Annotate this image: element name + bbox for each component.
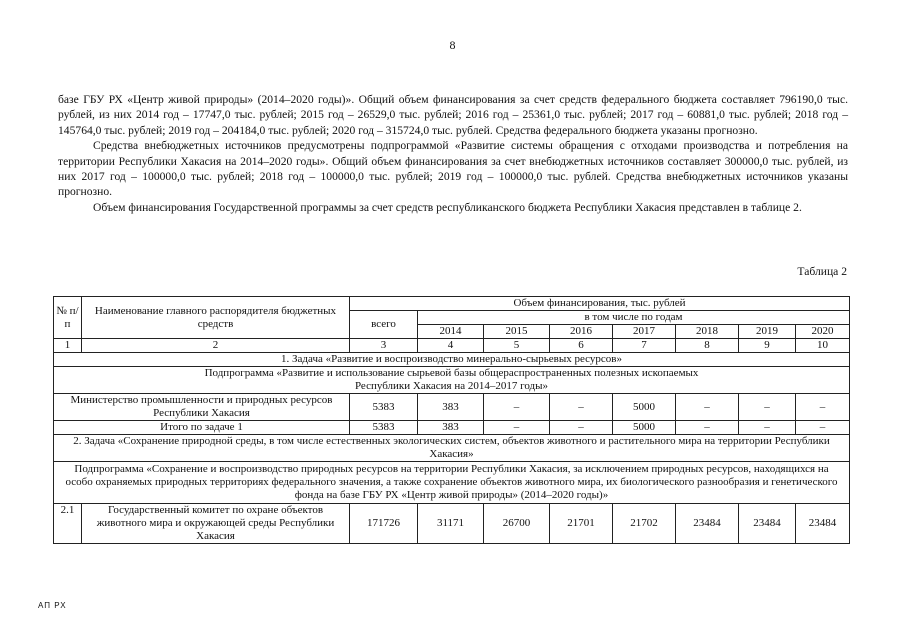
- row-value: 26700: [484, 504, 550, 544]
- row-value: –: [484, 394, 550, 421]
- column-number: 6: [550, 339, 613, 353]
- row-value: –: [796, 421, 850, 435]
- row-name: Государственный комитет по охране объектов животного мира и окружающей среды Республики Хакасия: [82, 504, 350, 544]
- subprogram-row: [54, 367, 850, 394]
- row-value: –: [676, 394, 739, 421]
- header-year: 2018: [676, 325, 739, 339]
- task-1-title: 1. Задача «Развитие и воспроизводство минерально-сырьевых ресурсов»: [54, 353, 850, 367]
- header-year: 2017: [613, 325, 676, 339]
- paragraph-republican-budget: Объем финансирования Государственной программы за счет средств республиканского бюджета Республики Хакасия представлен в таблице 2.: [93, 200, 802, 214]
- row-value: 5000: [613, 421, 676, 435]
- row-value: –: [550, 421, 613, 435]
- column-number: 10: [796, 339, 850, 353]
- row-value: 21702: [613, 504, 676, 544]
- column-number: 7: [613, 339, 676, 353]
- paragraph-extrabudgetary: Средства внебюджетных источников предусмотрены подпрограммой «Развитие системы обращения с отходами производства и потребления на территории Республики Хакасия на 2014–2020 годы». Общий объем финансирования за счет внебюджетных источников составляет 300000,0 тыс. рублей, из них 2017 год – 100000,0 тыс. рублей; 2018 год – 100000,0 тыс. рублей; 2019 год – 100000,0 тыс. рублей. Средства внебюджетных источников указаны прогнозно.: [58, 139, 848, 199]
- column-number: 8: [676, 339, 739, 353]
- row-name: Министерство промышленности и природных ресурсов Республики Хакасия: [54, 394, 350, 421]
- row-value: 383: [418, 394, 484, 421]
- financing-table: [53, 296, 850, 544]
- header-volume: Объем финансирования, тыс. рублей: [350, 297, 850, 311]
- row-value: 171726: [350, 504, 418, 544]
- task-row: [54, 435, 850, 462]
- row-value: –: [484, 421, 550, 435]
- body-text: [58, 92, 848, 215]
- row-value: 31171: [418, 504, 484, 544]
- row-value: 383: [418, 421, 484, 435]
- row-value: 23484: [739, 504, 796, 544]
- header-row-1: [54, 297, 850, 311]
- header-year: 2020: [796, 325, 850, 339]
- row-value: 5383: [350, 421, 418, 435]
- row-value: 21701: [550, 504, 613, 544]
- header-year: 2016: [550, 325, 613, 339]
- subprogram-2-title: Подпрограмма «Сохранение и воспроизводство природных ресурсов на территории Республики Хакасия, за исключением природных ресурсов, находящихся на особо охраняемых природных территориях федерального значения, а также сохранение объектов животного мира, их биологического разнообразия и генетического фонда на базе ГБУ РХ «Центр живой природы» (2014–2020 годы)»: [54, 462, 850, 504]
- row-value: 23484: [796, 504, 850, 544]
- header-year: 2015: [484, 325, 550, 339]
- total-row: [54, 421, 850, 435]
- task-2-title: 2. Задача «Сохранение природной среды, в том числе естественных экологических систем, объектов животного и растительного мира на территории Республики Хакасия»: [54, 435, 850, 462]
- column-number: 1: [54, 339, 82, 353]
- row-value: –: [550, 394, 613, 421]
- table-row: [54, 504, 850, 544]
- row-num: 2.1: [54, 504, 82, 544]
- row-value: –: [676, 421, 739, 435]
- table-caption: Таблица 2: [797, 265, 847, 278]
- column-number: 5: [484, 339, 550, 353]
- subprogram-row: [54, 462, 850, 504]
- header-year: 2019: [739, 325, 796, 339]
- paragraph-federal-budget: базе ГБУ РХ «Центр живой природы» (2014–2020 годы)». Общий объем финансирования за счет средств федерального бюджета составляет 796190,0 тыс. рублей, из них 2014 год – 17747,0 тыс. рублей; 2015 год – 26529,0 тыс. рублей; 2016 год – 25361,0 тыс. рублей; 2017 год – 60881,0 тыс. рублей; 2018 год – 145764,0 тыс. рублей; 2019 год – 204184,0 тыс. рублей; 2020 год – 315724,0 тыс. рублей. Средства федерального бюджета указаны прогнозно.: [58, 93, 848, 137]
- task-row: [54, 353, 850, 367]
- header-year: 2014: [418, 325, 484, 339]
- row-value: –: [739, 421, 796, 435]
- header-by-year: в том числе по годам: [418, 311, 850, 325]
- column-number: 3: [350, 339, 418, 353]
- column-number: 9: [739, 339, 796, 353]
- page-number: 8: [449, 38, 456, 52]
- table-row: [54, 394, 850, 421]
- row-value: –: [796, 394, 850, 421]
- row-value: 5383: [350, 394, 418, 421]
- footer-mark: АП РХ: [38, 601, 67, 610]
- header-total: всего: [350, 311, 418, 339]
- header-name: Наименование главного распорядителя бюджетных средств: [82, 297, 350, 339]
- column-numbers-row: [54, 339, 850, 353]
- subprogram-1-title: Подпрограмма «Развитие и использование сырьевой базы общераспространенных полезных ископаемых Республики Хакасия на 2014–2017 годы»: [54, 367, 850, 394]
- row-value: 23484: [676, 504, 739, 544]
- column-number: 4: [418, 339, 484, 353]
- row-value: 5000: [613, 394, 676, 421]
- header-num: № п/п: [54, 297, 82, 339]
- row-name: Итого по задаче 1: [54, 421, 350, 435]
- row-value: –: [739, 394, 796, 421]
- column-number: 2: [82, 339, 350, 353]
